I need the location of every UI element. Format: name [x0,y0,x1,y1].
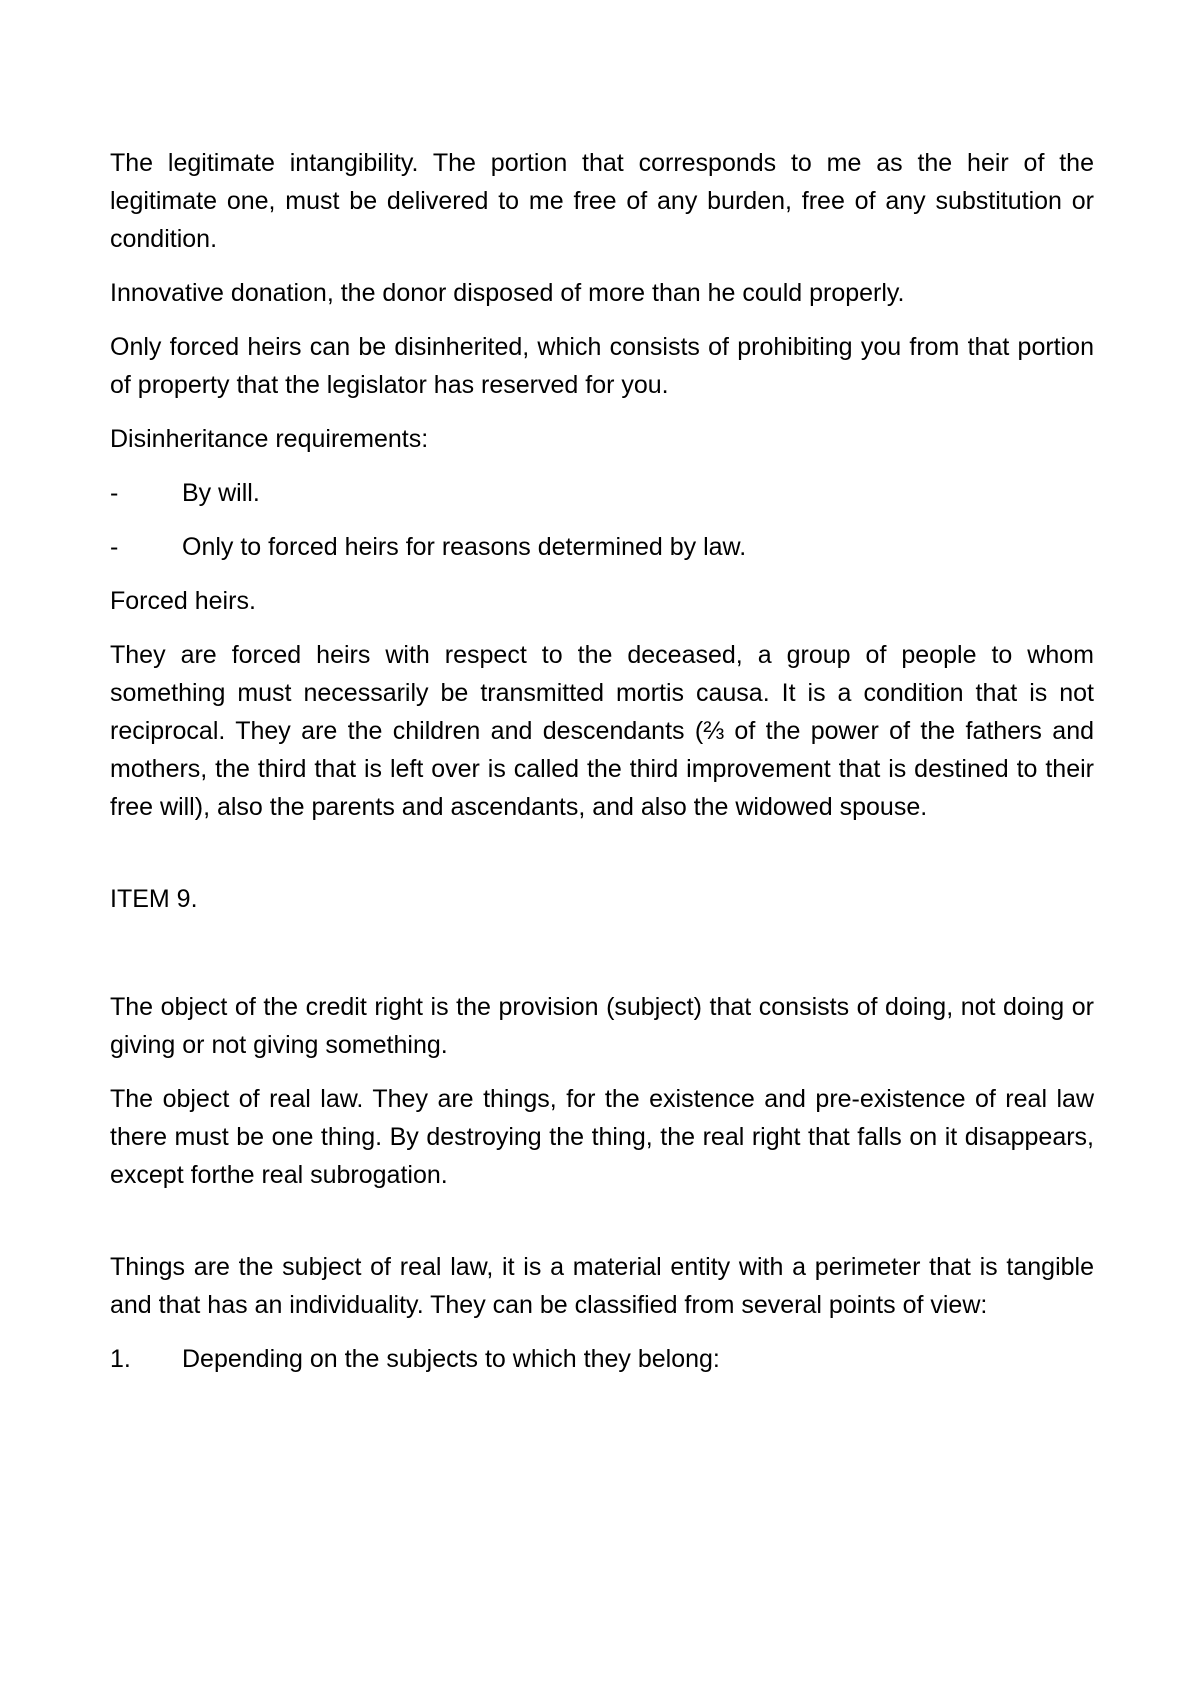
paragraph-credit-right: The object of the credit right is the provision (subject) that consists of doing, not doing or giving or not giving something. [110,993,1094,1059]
numbered-item [110,1340,1094,1378]
bullet-dash: - [110,479,119,507]
paragraph-innovative-donation: Innovative donation, the donor disposed of more than he could properly. [110,279,905,307]
numbered-item-text: Depending on the subjects to which they belong: [182,1345,720,1373]
list-item [110,528,1094,566]
paragraph-things: Things are the subject of real law, it is a material entity with a perimeter that is tangible and that has an individuality. They can be classified from several points of view: [110,1253,1094,1319]
section-heading-forced-heirs: Forced heirs. [110,587,256,615]
document-body [110,144,1094,1394]
list-item-text: By will. [182,479,260,507]
paragraph-disinheritance: Only forced heirs can be disinherited, which consists of prohibiting you from that portion of property that the legislator has reserved for you. [110,333,1094,399]
paragraph-legitimate-intangibility: The legitimate intangibility. The portion that corresponds to me as the heir of the legitimate one, must be delivered to me free of any burden, free of any substitution or condition. [110,149,1094,253]
paragraph-forced-heirs: They are forced heirs with respect to the deceased, a group of people to whom something must necessarily be transmitted mortis causa. It is a condition that is not reciprocal. They are the children and descendants (⅔ of the power of the fathers and mothers, the third that is left over is called the third improvement that is destined to their free will), also the parents and ascendants, and also the widowed spouse. [110,641,1094,821]
paragraph-real-law: The object of real law. They are things, for the existence and pre-existence of real law there must be one thing. By destroying the thing, the real right that falls on it disappears, except forthe real subrogation. [110,1085,1094,1189]
list-number: 1. [110,1345,131,1373]
paragraph-requirements-heading: Disinheritance requirements: [110,425,429,453]
list-item-text: Only to forced heirs for reasons determined by law. [182,533,747,561]
list-item [110,474,1094,512]
bullet-dash: - [110,533,119,561]
section-heading-item-9: ITEM 9. [110,885,198,913]
